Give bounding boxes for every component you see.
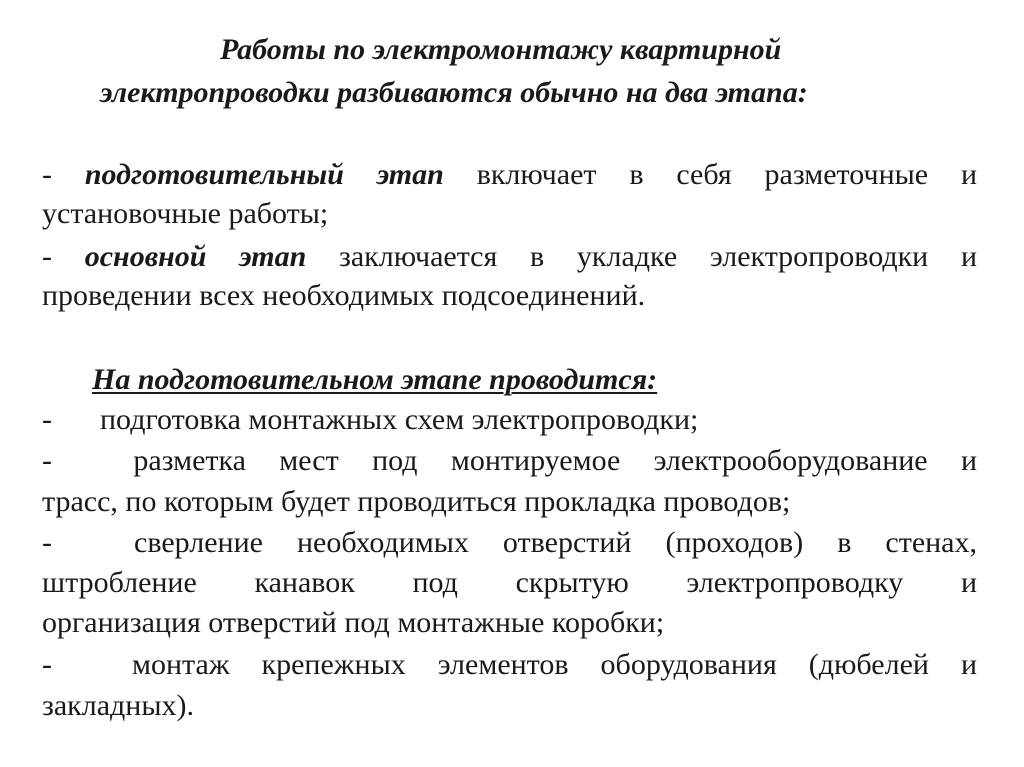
list-item-text: подготовка монтажных схем электропроводки; [100, 403, 699, 436]
stage-preparatory-line-2: установочные работы; [42, 197, 329, 230]
title-line-2: электропроводки разбиваются обычно на два этапа: [100, 76, 808, 109]
stage-main-line-2: проведении всех необходимых подсоединений. [42, 279, 646, 312]
list-item-text: разметка мест под монтируемое электрооборудование и [133, 444, 978, 477]
list-item-3-line-2: штробление канавок под скрытую электропроводку и [42, 566, 977, 599]
list-item-2-line-2: трасс, по которым будет проводиться прокладка проводов; [42, 485, 791, 518]
list-item-4-line-1 [42, 645, 977, 685]
stage-text: включает в себя разметочные и [476, 158, 978, 191]
list-dash: - [42, 403, 52, 436]
list-dash: - [42, 526, 52, 559]
list-item-4-line-2: закладных). [42, 689, 194, 722]
stage-term: основной этап [84, 240, 307, 273]
list-item-1-line-1 [42, 400, 977, 440]
stage-main-line-1 [42, 237, 977, 277]
stage-preparatory-line-1 [42, 155, 977, 195]
list-item-text: сверление необходимых отверстий (проходов) в стенах, [134, 526, 978, 559]
stage-term: подготовительный этап [84, 158, 444, 191]
list-item-3-line-1 [42, 523, 977, 563]
list-dash: - [42, 648, 52, 681]
list-dash: - [42, 444, 52, 477]
stage-text: заключается в укладке электропроводки и [339, 240, 978, 273]
list-dash: - [42, 158, 52, 191]
list-item-text: монтаж крепежных элементов оборудования (дюбелей и [131, 648, 977, 681]
list-dash: - [42, 240, 52, 273]
title-line-1: Работы по электромонтажу квартирной [220, 33, 782, 66]
list-item-3-line-3: организация отверстий под монтажные коробки; [42, 606, 665, 639]
subheading: На подготовительном этапе проводится: [92, 363, 658, 396]
list-item-2-line-1 [42, 441, 977, 481]
